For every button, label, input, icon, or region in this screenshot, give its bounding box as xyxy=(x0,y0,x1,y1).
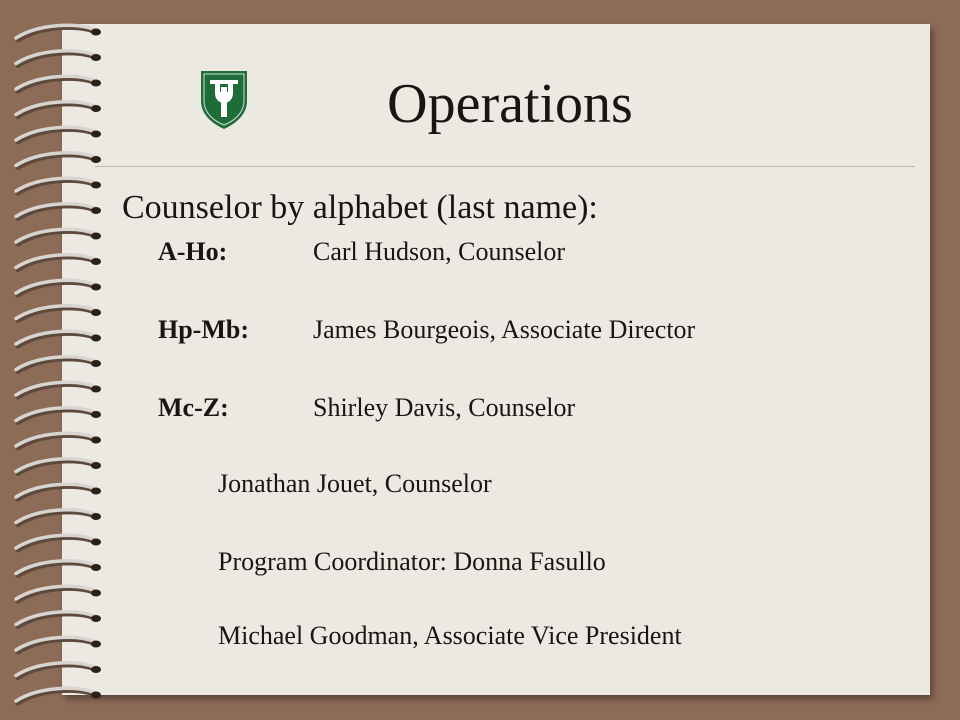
binding-ring-icon xyxy=(16,535,101,550)
counselor-name: Shirley Davis, Counselor xyxy=(313,393,576,422)
binding-ring-icon xyxy=(16,204,101,219)
letter-range: Hp-Mb: xyxy=(158,315,249,344)
slide-title: Operations xyxy=(387,73,633,135)
binding-ring-icon xyxy=(16,433,101,448)
binding-ring-icon xyxy=(16,76,101,91)
binding-ring-icon xyxy=(16,586,101,601)
counselor-name: James Bourgeois, Associate Director xyxy=(313,315,696,344)
slide-subtitle: Counselor by alphabet (last name): xyxy=(122,189,598,226)
spiral-binding xyxy=(0,0,120,720)
binding-ring-icon xyxy=(16,382,101,397)
binding-ring-icon xyxy=(16,484,101,499)
letter-range: Mc-Z: xyxy=(158,393,229,422)
binding-ring-icon xyxy=(16,510,101,525)
binding-ring-icon xyxy=(16,688,101,703)
binding-ring-icon xyxy=(16,178,101,193)
counselor-name: Carl Hudson, Counselor xyxy=(313,237,566,266)
letter-range: A-Ho: xyxy=(158,237,228,266)
binding-ring-icon xyxy=(16,306,101,321)
binding-ring-icon xyxy=(16,331,101,346)
binding-ring-icon xyxy=(16,229,101,244)
tulane-shield-logo-icon xyxy=(197,67,251,131)
binding-ring-icon xyxy=(16,357,101,372)
binding-ring-icon xyxy=(16,153,101,168)
binding-ring-icon xyxy=(16,255,101,270)
binding-ring-icon xyxy=(16,280,101,295)
title-divider xyxy=(95,166,915,167)
binding-ring-icon xyxy=(16,459,101,474)
binding-ring-icon xyxy=(16,127,101,142)
binding-ring-icon xyxy=(16,51,101,66)
binding-ring-icon xyxy=(16,637,101,652)
binding-ring-icon xyxy=(16,612,101,627)
binding-ring-icon xyxy=(16,25,101,40)
binding-ring-icon xyxy=(16,561,101,576)
binding-ring-icon xyxy=(16,102,101,117)
binding-ring-icon xyxy=(16,663,101,678)
binding-ring-icon xyxy=(16,408,101,423)
